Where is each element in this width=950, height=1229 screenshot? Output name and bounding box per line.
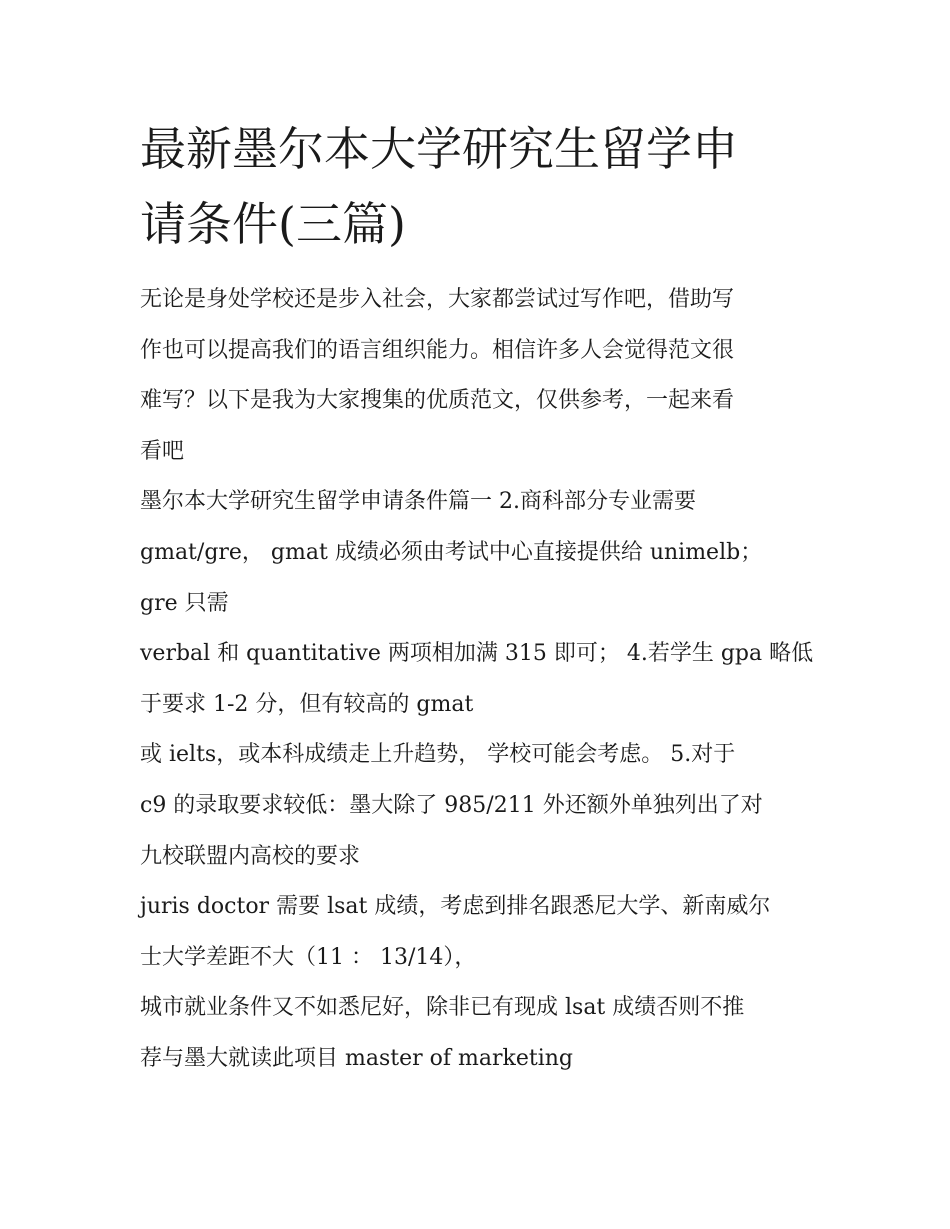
text-line: 作也可以提高我们的语言组织能力。相信许多人会觉得范文很 xyxy=(140,337,735,363)
document-body xyxy=(140,275,820,1085)
document-title xyxy=(140,112,820,262)
text-line: 或 ielts，或本科成绩走上升趋势， 学校可能会考虑。 5.对于 xyxy=(140,742,736,768)
text-line: 难写？以下是我为大家搜集的优质范文，仅供参考，一起来看 xyxy=(140,388,735,414)
text-line: 城市就业条件又不如悉尼好，除非已有现成 lsat 成绩否则不推 xyxy=(140,995,745,1021)
text-line: 荐与墨大就读此项目 master of marketing xyxy=(140,1045,573,1071)
title-line-1: 最新墨尔本大学研究生留学申 xyxy=(140,122,738,176)
text-line: 看吧 xyxy=(140,438,185,464)
text-line: juris doctor 需要 lsat 成绩，考虑到排名跟悉尼大学、新南威尔 xyxy=(140,894,771,920)
text-line: gre 只需 xyxy=(140,590,229,616)
text-line: 于要求 1-2 分，但有较高的 gmat xyxy=(140,691,474,717)
text-line: verbal 和 quantitative 两项相加满 315 即可； 4.若学生 gpa 略低 xyxy=(140,641,814,667)
title-line-2: 请条件(三篇) xyxy=(140,197,406,251)
text-line: c9 的录取要求较低：墨大除了 985/211 外还额外单独列出了对 xyxy=(140,792,763,818)
text-line: 无论是身处学校还是步入社会，大家都尝试过写作吧，借助写 xyxy=(140,287,735,312)
text-line: 九校联盟内高校的要求 xyxy=(140,843,361,869)
text-line: 士大学差距不大（11 ： 13/14）， xyxy=(140,944,477,970)
text-line: 墨尔本大学研究生留学申请条件篇一 2.商科部分专业需要 xyxy=(140,489,696,515)
text-line: gmat/gre， gmat 成绩必须由考试中心直接提供给 unimelb； xyxy=(140,539,763,565)
